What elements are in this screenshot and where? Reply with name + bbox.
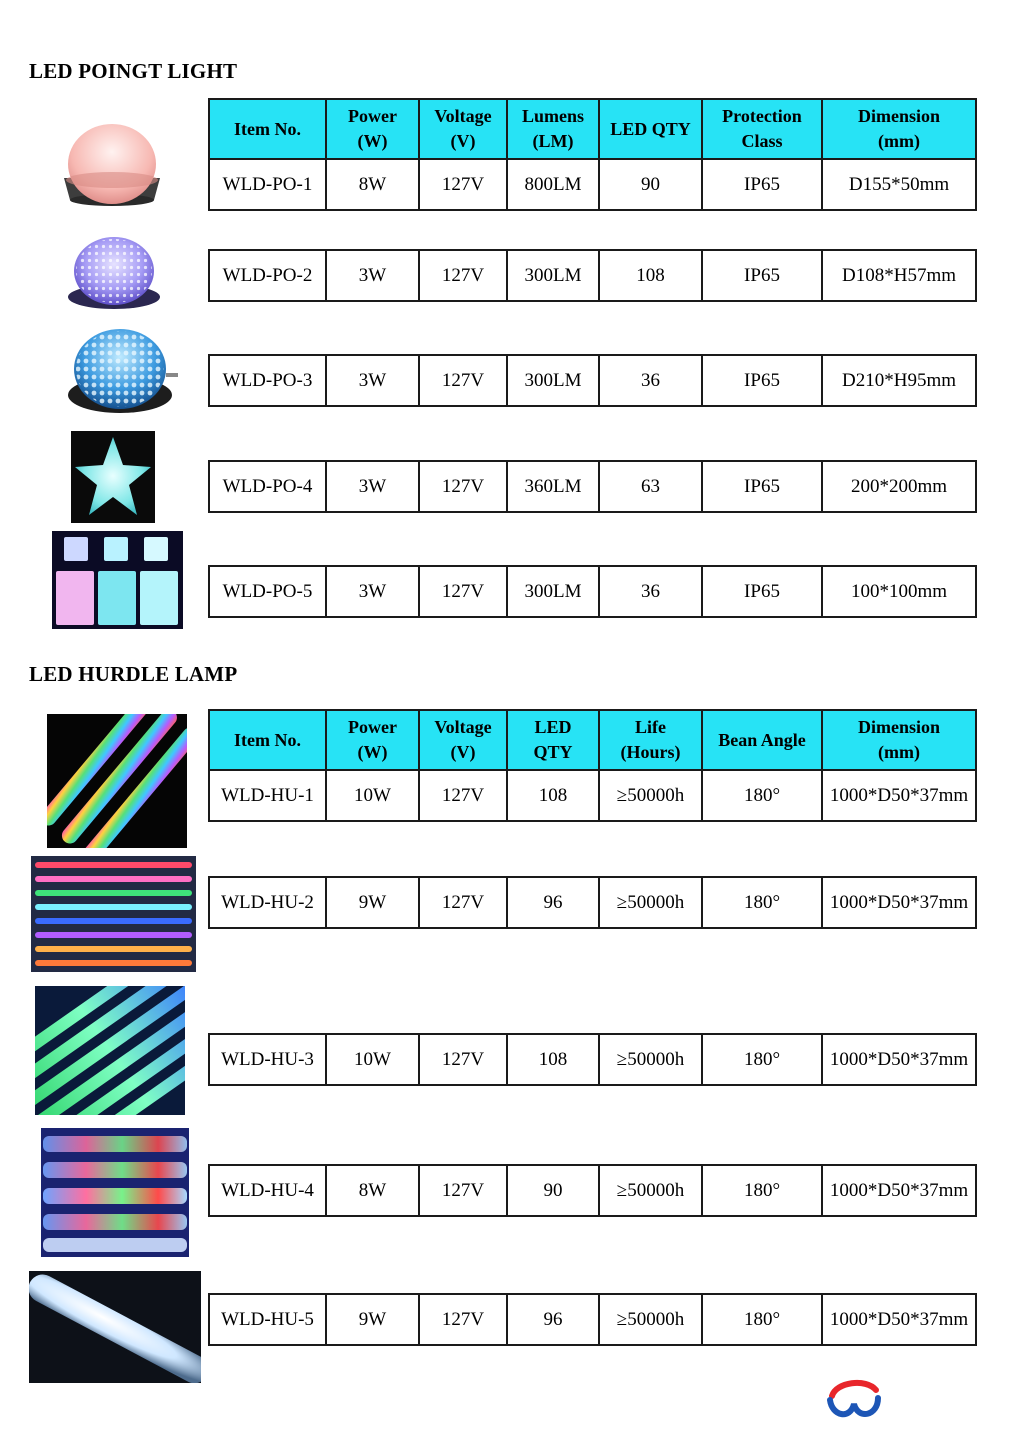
- cell-lumens: 300LM: [507, 566, 599, 617]
- point-light-row-3: [208, 354, 977, 407]
- product-image-wld-hu-3: [35, 986, 185, 1115]
- cell-item-no: WLD-PO-2: [209, 250, 326, 301]
- hurdle-lamp-row-2: [208, 876, 977, 929]
- cell-power: 9W: [326, 1294, 419, 1345]
- header-item-no: Item No.: [209, 99, 326, 159]
- header-voltage: Voltage (V): [419, 710, 507, 770]
- cell-dimension: 1000*D50*37mm: [822, 1034, 976, 1085]
- table-row: [209, 1034, 976, 1085]
- cell-item-no: WLD-PO-5: [209, 566, 326, 617]
- hurdle-lamp-row-3: [208, 1033, 977, 1086]
- header-power: Power (W): [326, 99, 419, 159]
- header-led-qty: LED QTY: [599, 99, 702, 159]
- cell-voltage: 127V: [419, 1034, 507, 1085]
- cell-bean-angle: 180°: [702, 770, 822, 821]
- table-row: [209, 1294, 976, 1345]
- cell-lumens: 800LM: [507, 159, 599, 210]
- cell-power: 3W: [326, 355, 419, 406]
- product-image-wld-hu-4: [41, 1128, 189, 1257]
- cell-voltage: 127V: [419, 770, 507, 821]
- cell-item-no: WLD-PO-4: [209, 461, 326, 512]
- header-lumens: Lumens (LM): [507, 99, 599, 159]
- table-row: [209, 770, 976, 821]
- cell-bean-angle: 180°: [702, 1165, 822, 1216]
- hurdle-lamp-table-head: [208, 709, 977, 822]
- table-row: [209, 877, 976, 928]
- hurdle-lamp-row-4: [208, 1164, 977, 1217]
- cell-protection-class: IP65: [702, 159, 822, 210]
- product-image-wld-hu-1: [47, 714, 187, 848]
- cell-led-qty: 108: [507, 1034, 599, 1085]
- cell-voltage: 127V: [419, 566, 507, 617]
- cell-led-qty: 36: [599, 566, 702, 617]
- cell-voltage: 127V: [419, 159, 507, 210]
- header-life: Life (Hours): [599, 710, 702, 770]
- cell-item-no: WLD-PO-3: [209, 355, 326, 406]
- cell-power: 10W: [326, 1034, 419, 1085]
- cell-dimension: D108*H57mm: [822, 250, 976, 301]
- product-image-wld-hu-2: [31, 856, 196, 972]
- cell-life: ≥50000h: [599, 770, 702, 821]
- cell-power: 8W: [326, 1165, 419, 1216]
- header-led-qty: LED QTY: [507, 710, 599, 770]
- cell-dimension: 1000*D50*37mm: [822, 877, 976, 928]
- cell-life: ≥50000h: [599, 1034, 702, 1085]
- cell-bean-angle: 180°: [702, 1034, 822, 1085]
- cell-dimension: 1000*D50*37mm: [822, 770, 976, 821]
- company-logo: [826, 1376, 882, 1420]
- cell-led-qty: 90: [599, 159, 702, 210]
- cell-power: 3W: [326, 250, 419, 301]
- cell-voltage: 127V: [419, 461, 507, 512]
- cell-led-qty: 108: [599, 250, 702, 301]
- cell-led-qty: 63: [599, 461, 702, 512]
- header-dimension: Dimension (mm): [822, 710, 976, 770]
- cell-life: ≥50000h: [599, 877, 702, 928]
- cell-power: 3W: [326, 461, 419, 512]
- cell-dimension: D155*50mm: [822, 159, 976, 210]
- cell-power: 8W: [326, 159, 419, 210]
- cell-dimension: 1000*D50*37mm: [822, 1294, 976, 1345]
- section-title-hurdle-lamp: LED HURDLE LAMP: [29, 662, 238, 686]
- product-image-wld-po-5: [52, 531, 183, 629]
- cell-voltage: 127V: [419, 877, 507, 928]
- header-bean-angle: Bean Angle: [702, 710, 822, 770]
- cell-dimension: 1000*D50*37mm: [822, 1165, 976, 1216]
- cell-item-no: WLD-HU-3: [209, 1034, 326, 1085]
- cell-voltage: 127V: [419, 250, 507, 301]
- cell-voltage: 127V: [419, 1165, 507, 1216]
- cell-item-no: WLD-PO-1: [209, 159, 326, 210]
- cell-lumens: 300LM: [507, 250, 599, 301]
- cell-dimension: 200*200mm: [822, 461, 976, 512]
- cell-dimension: D210*H95mm: [822, 355, 976, 406]
- cell-voltage: 127V: [419, 355, 507, 406]
- cell-protection-class: IP65: [702, 566, 822, 617]
- section-title-point-light: LED POINGT LIGHT: [29, 59, 238, 83]
- point-light-row-4: [208, 460, 977, 513]
- point-light-table-head: [208, 98, 977, 211]
- product-image-wld-po-4: [71, 431, 155, 523]
- cell-bean-angle: 180°: [702, 1294, 822, 1345]
- cell-lumens: 300LM: [507, 355, 599, 406]
- table-row: [209, 159, 976, 210]
- cell-protection-class: IP65: [702, 355, 822, 406]
- product-image-wld-po-2: [65, 229, 163, 315]
- header-dimension: Dimension (mm): [822, 99, 976, 159]
- product-image-wld-hu-5: [29, 1271, 201, 1383]
- cell-led-qty: 36: [599, 355, 702, 406]
- header-power: Power (W): [326, 710, 419, 770]
- cell-item-no: WLD-HU-1: [209, 770, 326, 821]
- table-row: [209, 355, 976, 406]
- product-image-wld-po-3: [66, 325, 178, 419]
- cell-life: ≥50000h: [599, 1294, 702, 1345]
- hurdle-lamp-row-5: [208, 1293, 977, 1346]
- table-row: [209, 566, 976, 617]
- cell-life: ≥50000h: [599, 1165, 702, 1216]
- cell-protection-class: IP65: [702, 250, 822, 301]
- header-voltage: Voltage (V): [419, 99, 507, 159]
- header-item-no: Item No.: [209, 710, 326, 770]
- point-light-row-2: [208, 249, 977, 302]
- point-light-row-5: [208, 565, 977, 618]
- cell-bean-angle: 180°: [702, 877, 822, 928]
- cell-power: 9W: [326, 877, 419, 928]
- cell-power: 3W: [326, 566, 419, 617]
- cell-power: 10W: [326, 770, 419, 821]
- cell-dimension: 100*100mm: [822, 566, 976, 617]
- cell-item-no: WLD-HU-5: [209, 1294, 326, 1345]
- cell-led-qty: 96: [507, 877, 599, 928]
- cell-voltage: 127V: [419, 1294, 507, 1345]
- table-row: [209, 461, 976, 512]
- header-protection-class: Protection Class: [702, 99, 822, 159]
- table-row: [209, 250, 976, 301]
- cell-item-no: WLD-HU-2: [209, 877, 326, 928]
- cell-protection-class: IP65: [702, 461, 822, 512]
- cell-led-qty: 96: [507, 1294, 599, 1345]
- cell-led-qty: 108: [507, 770, 599, 821]
- cell-item-no: WLD-HU-4: [209, 1165, 326, 1216]
- cell-led-qty: 90: [507, 1165, 599, 1216]
- cell-lumens: 360LM: [507, 461, 599, 512]
- table-row: [209, 1165, 976, 1216]
- product-image-wld-po-1: [60, 120, 164, 216]
